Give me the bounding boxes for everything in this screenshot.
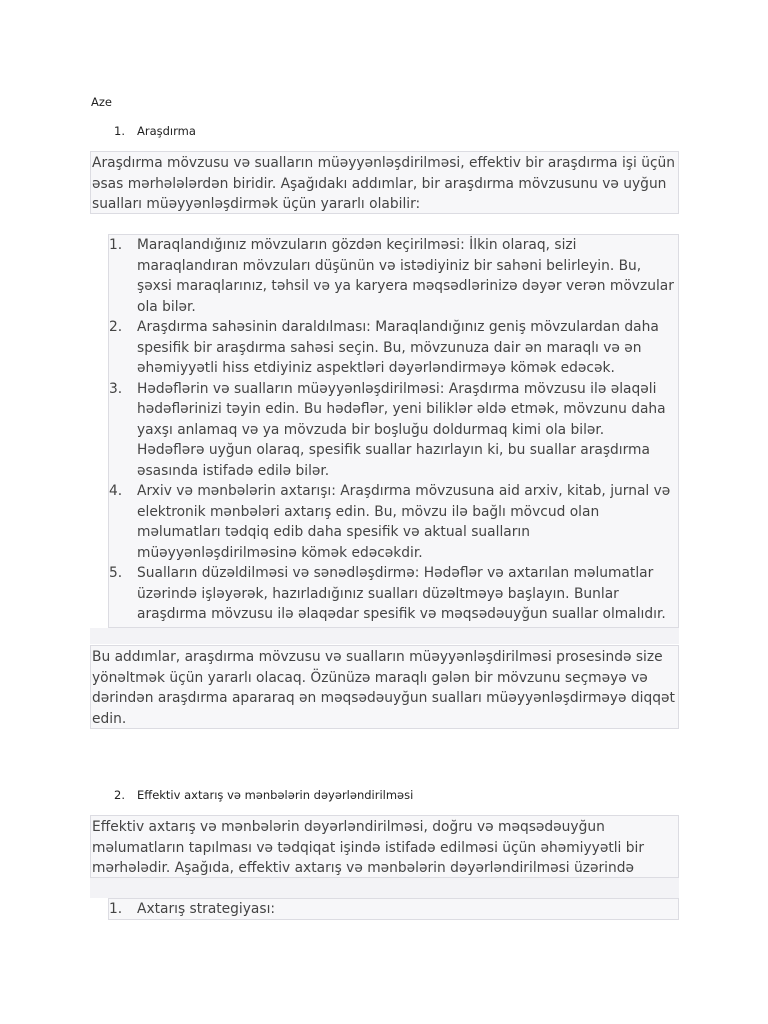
list-item-number: 5. xyxy=(109,565,123,581)
section-2-number: 2. xyxy=(114,788,125,802)
list-item-text: Sualların düzəldilməsi və sənədləşdirmə: Hədəflər və axtarılan məlumatlar üzərində işləyərək, hazırladığınız sualları düzəltməyə başlayın. Bunlar araşdırma mövzusu ilə əlaqədar spesifik və məqsədəuyğun suallar olmalıdır. xyxy=(137,565,666,622)
section-1-intro-block xyxy=(90,151,679,214)
section-1-steps-list xyxy=(108,234,679,628)
section-1-outro-block xyxy=(90,645,679,729)
section-1-number: 1. xyxy=(114,124,125,138)
list-item-number: 3. xyxy=(109,380,123,397)
spacer-band xyxy=(90,628,679,644)
section-2-steps-list xyxy=(108,898,679,920)
list-item-text: Araşdırma sahəsinin daraldılması: Maraqlandığınız geniş mövzulardan daha spesifik bir araşdırma sahəsi seçin. Bu, mövzunuza dair ən maraqlı və ən əhəmiyyətli hiss etdiyiniz aspektləri dəyərləndirməyə kömək edəcək. xyxy=(137,319,659,376)
list-item xyxy=(109,481,674,563)
section-1-intro-text: Araşdırma mövzusu və sualların müəyyənləşdirilməsi, effektiv bir araşdırma işi üçün əsas mərhələlərdən biridir. Aşağıdakı addımlar, bir araşdırma mövzusunu və uyğun sualları müəyyənləşdirmək üçün yararlı olabilir: xyxy=(92,155,676,212)
list-item-number: 1. xyxy=(109,901,123,917)
section-2-intro-block xyxy=(90,815,679,878)
document-language-label: Aze xyxy=(91,95,112,109)
list-item xyxy=(109,235,674,317)
list-item-text: Arxiv və mənbələrin axtarışı: Araşdırma mövzusuna aid arxiv, kitab, jurnal və elektronik mənbələri axtarış edin. Bu, mövzu ilə bağlı mövcud olan məlumatları tədqiq edib daha spesifik və aktual sualların müəyyənləşdirilməsinə kömək edəcəkdir. xyxy=(137,483,671,561)
list-item-number: 4. xyxy=(109,483,123,499)
section-2-title: Effektiv axtarış və mənbələrin dəyərləndirilməsi xyxy=(137,788,414,802)
list-item xyxy=(109,317,674,379)
section-2-heading xyxy=(114,788,413,802)
section-1-title: Araşdırma xyxy=(137,124,196,138)
list-item-number: 1. xyxy=(109,237,123,253)
list-item-text: Hədəflərin və sualların müəyyənləşdirilməsi: Araşdırma mövzusu ilə əlaqəli hədəflərinizi təyin edin. Bu hədəflər, yeni biliklər əldə etmək, mövzunu daha yaxşı anlamaq və ya mövzuda bir boşluğu doldurmaq kimi ola bilər. Hədəflərə uyğun olaraq, spesifik suallar hazırlayın ki, bu suallar araşdırma əsasında istifadə edilə bilər. xyxy=(137,380,666,479)
spacer-band xyxy=(90,878,679,898)
list-item xyxy=(109,379,674,482)
list-item-text: Axtarış strategiyası: xyxy=(137,901,276,917)
list-item-text: Maraqlandığınız mövzuların gözdən keçirilməsi: İlkin olaraq, sizi maraqlandıran mövzuları düşünün və istədiyiniz bir sahəni belirleyin. Bu, şəxsi maraqlarınız, təhsil və ya karyera məqsədlərinizə dəyər verən mövzular ola bilər. xyxy=(137,237,674,315)
section-1-heading xyxy=(114,124,196,138)
section-1-outro-text: Bu addımlar, araşdırma mövzusu və sualların müəyyənləşdirilməsi prosesində size yönəltmək üçün yararlı olacaq. Özünüzə maraqlı gələn bir mövzunu seçməyə və dərindən araşdırma apararaq ən məqsədəuyğun sualları müəyyənləşdirməyə diqqət edin. xyxy=(92,649,675,727)
section-2-intro-text: Effektiv axtarış və mənbələrin dəyərləndirilməsi, doğru və məqsədəuyğun məlumatların tapılması və tədqiqat işində istifadə edilməsi üçün əhəmiyyətli bir mərhələdir. Aşağıda, effektiv axtarış və mənbələrin dəyərləndirilməsi üzərində xyxy=(92,819,645,876)
list-item xyxy=(109,899,678,920)
list-item-number: 2. xyxy=(109,319,123,335)
